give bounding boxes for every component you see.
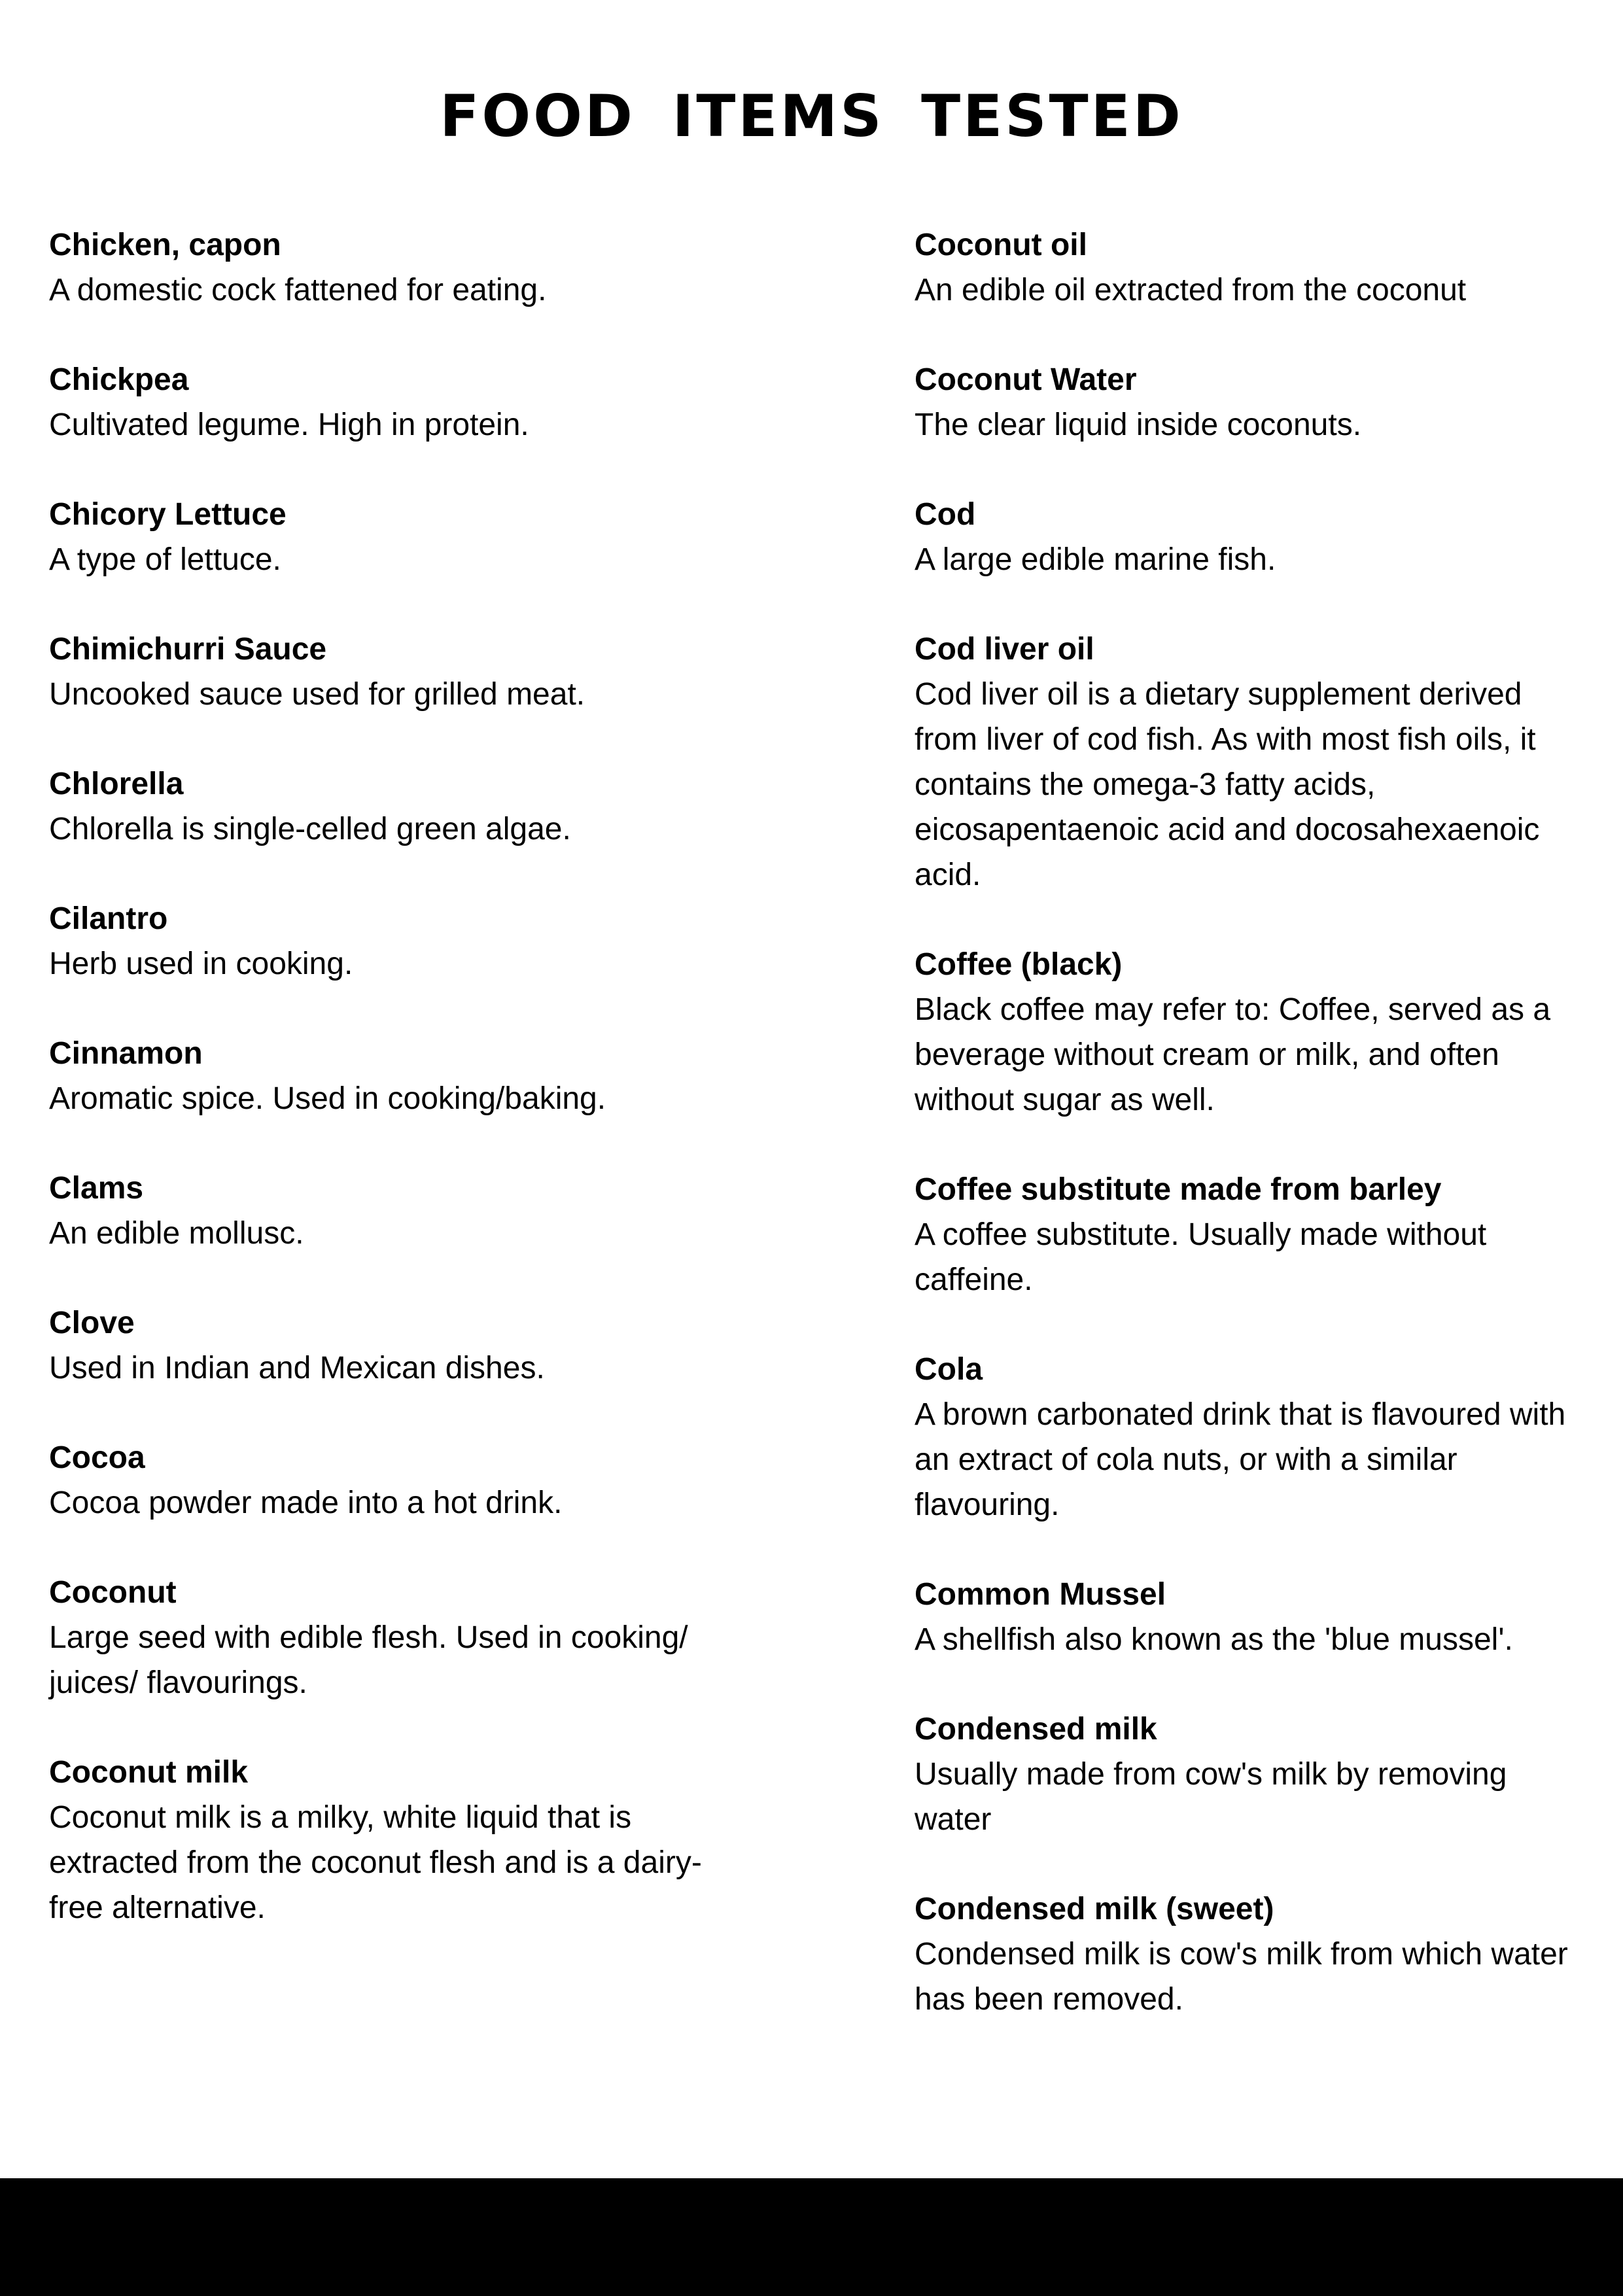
food-entry xyxy=(49,357,756,447)
food-name: Coffee substitute made from barley xyxy=(915,1172,1442,1207)
food-description: Cod liver oil is a dietary supplement derived from liver of cod fish. As with most fish oils, it contains the omega-3 fatty acids, eicosapentaenoic acid and docosahexaenoic acid. xyxy=(915,677,1540,892)
food-entry xyxy=(49,1570,756,1705)
food-entry xyxy=(915,942,1588,1122)
food-entry xyxy=(915,627,1588,897)
food-name: Clove xyxy=(49,1306,135,1340)
food-entry xyxy=(49,896,756,986)
footer-bar xyxy=(0,2178,1623,2296)
food-name: Condensed milk (sweet) xyxy=(915,1892,1274,1926)
food-entry xyxy=(915,357,1588,447)
food-description: Cocoa powder made into a hot drink. xyxy=(49,1486,563,1520)
food-name: Cinnamon xyxy=(49,1036,203,1071)
food-name: Chickpea xyxy=(49,362,189,397)
food-entry xyxy=(49,761,756,852)
food-description: Used in Indian and Mexican dishes. xyxy=(49,1351,545,1385)
food-description: Usually made from cow's milk by removing water xyxy=(915,1757,1507,1837)
food-description: The clear liquid inside coconuts. xyxy=(915,408,1362,442)
food-name: Chicory Lettuce xyxy=(49,497,287,532)
food-name: Coconut xyxy=(49,1575,177,1610)
food-name: Cod liver oil xyxy=(915,632,1094,667)
food-name: Cola xyxy=(915,1352,983,1387)
food-description: Chlorella is single-celled green algae. xyxy=(49,812,571,846)
food-entry xyxy=(49,1750,756,1930)
food-entry xyxy=(49,627,756,717)
right-column xyxy=(915,222,1588,2066)
food-name: Cilantro xyxy=(49,901,168,936)
food-name: Common Mussel xyxy=(915,1577,1166,1612)
food-entry xyxy=(49,222,756,313)
food-description: An edible oil extracted from the coconut xyxy=(915,273,1467,307)
food-entry xyxy=(915,1707,1588,1842)
food-description: Large seed with edible flesh. Used in cooking/ juices/ flavourings. xyxy=(49,1620,688,1700)
food-description: Black coffee may refer to: Coffee, served as a beverage without cream or milk, and often without sugar as well. xyxy=(915,992,1551,1117)
food-description: Coconut milk is a milky, white liquid that is extracted from the coconut flesh and is a dairy-free alternative. xyxy=(49,1800,702,1925)
food-description: A coffee substitute. Usually made without caffeine. xyxy=(915,1217,1487,1297)
food-name: Coconut oil xyxy=(915,228,1087,262)
food-name: Cod xyxy=(915,497,976,532)
food-name: Cocoa xyxy=(49,1440,145,1475)
food-name: Chimichurri Sauce xyxy=(49,632,327,667)
food-description: A type of lettuce. xyxy=(49,542,281,577)
food-description: A large edible marine fish. xyxy=(915,542,1276,577)
food-name: Clams xyxy=(49,1171,144,1206)
food-description: A domestic cock fattened for eating. xyxy=(49,273,547,307)
food-description: Herb used in cooking. xyxy=(49,947,353,981)
food-name: Coconut milk xyxy=(49,1755,249,1790)
food-entry xyxy=(49,1300,756,1391)
food-entry xyxy=(49,1031,756,1121)
food-description: Uncooked sauce used for grilled meat. xyxy=(49,677,585,712)
food-entry xyxy=(49,1435,756,1525)
food-entry xyxy=(915,1572,1588,1662)
food-description: Aromatic spice. Used in cooking/baking. xyxy=(49,1081,606,1116)
food-entry xyxy=(915,1167,1588,1302)
food-name: Condensed milk xyxy=(915,1712,1157,1747)
food-entry xyxy=(49,1166,756,1256)
food-description: A brown carbonated drink that is flavoured with an extract of cola nuts, or with a similar flavouring. xyxy=(915,1397,1566,1522)
food-name: Chlorella xyxy=(49,767,184,801)
food-entry xyxy=(915,1347,1588,1527)
food-description: An edible mollusc. xyxy=(49,1216,304,1251)
page-title: FOOD ITEMS TESTED xyxy=(440,82,1183,150)
food-entry xyxy=(915,492,1588,582)
food-entry xyxy=(49,492,756,582)
food-entry xyxy=(915,222,1588,313)
food-description: A shellfish also known as the 'blue mussel'. xyxy=(915,1622,1513,1657)
left-column xyxy=(49,222,756,1975)
food-description: Condensed milk is cow's milk from which water has been removed. xyxy=(915,1937,1568,2017)
food-description: Cultivated legume. High in protein. xyxy=(49,408,529,442)
food-entry xyxy=(915,1887,1588,2022)
food-name: Chicken, capon xyxy=(49,228,281,262)
food-name: Coffee (black) xyxy=(915,947,1123,982)
food-name: Coconut Water xyxy=(915,362,1137,397)
